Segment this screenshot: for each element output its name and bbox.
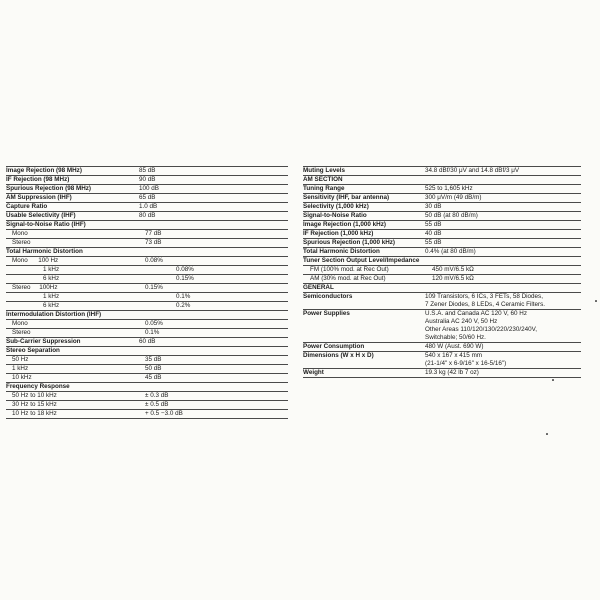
spec-value: 80 dB <box>139 212 156 219</box>
spec-label: AM (30% mod. at Rec Out) <box>310 275 386 282</box>
spec-value: 90 dB <box>139 176 156 183</box>
spec-row <box>6 203 288 212</box>
spec-row <box>303 212 581 221</box>
spec-label: Tuner Section Output Level/Impedance <box>303 257 420 264</box>
spec-label: 30 Hz to 15 kHz <box>12 401 57 408</box>
spec-label: Mono 100 Hz <box>12 257 59 264</box>
spec-label: IF Rejection (1,000 kHz) <box>303 230 374 237</box>
spec-label: GENERAL <box>303 284 334 291</box>
spec-row <box>6 329 288 338</box>
spec-row <box>6 320 288 329</box>
spec-label: 50 Hz to 10 kHz <box>12 392 57 399</box>
spec-label: Usable Selectivity (IHF) <box>6 212 76 219</box>
spec-row <box>303 248 581 257</box>
spec-label: FM (100% mod. at Rec Out) <box>310 266 389 273</box>
spec-value: 450 mV/6.5 kΩ <box>432 266 474 273</box>
spec-label: Tuning Range <box>303 185 345 192</box>
spec-value: 85 dB <box>139 167 156 174</box>
spec-label: 10 kHz <box>12 374 32 381</box>
spec-value: 0.15% <box>145 284 163 291</box>
spec-label: Intermodulation Distortion (IHF) <box>6 311 102 318</box>
spec-label: Capture Ratio <box>6 203 48 210</box>
spec-label: 1 kHz <box>43 293 60 300</box>
scan-speck <box>595 300 597 302</box>
spec-row <box>303 266 581 275</box>
spec-row <box>6 230 288 239</box>
spec-value: + 0.5 −3.0 dB <box>145 410 183 417</box>
spec-value: 120 mV/6.5 kΩ <box>432 275 474 282</box>
spec-label: Semiconductors <box>303 293 353 300</box>
spec-value: 525 to 1,605 kHz <box>425 185 473 192</box>
spec-row <box>6 221 288 230</box>
spec-row <box>303 221 581 230</box>
spec-label: 1 kHz <box>43 266 60 273</box>
spec-value: 1.0 dB <box>139 203 158 210</box>
spec-label: Signal-to-Noise Ratio <box>303 212 367 219</box>
spec-value: 55 dB <box>425 239 442 246</box>
spec-value: 50 dB (at 80 dB/m) <box>425 212 478 219</box>
spec-value: 50 dB <box>145 365 162 372</box>
spec-label: Stereo 100Hz <box>12 284 58 291</box>
spec-row <box>6 266 288 275</box>
spec-row <box>303 369 581 378</box>
spec-label: Stereo <box>12 329 31 336</box>
spec-row <box>6 185 288 194</box>
spec-row <box>6 347 288 356</box>
spec-row <box>303 185 581 194</box>
spec-row <box>303 176 581 185</box>
spec-value: 30 dB <box>425 203 442 210</box>
specs-right-column <box>303 166 581 378</box>
spec-value: 0.15% <box>176 275 194 282</box>
spec-value: 55 dB <box>425 221 442 228</box>
spec-label: Spurious Rejection (98 MHz) <box>6 185 92 192</box>
spec-value: 19.3 kg (42 lb 7 oz) <box>425 369 479 376</box>
spec-row <box>6 311 288 320</box>
spec-value: 300 μV/m (49 dB/m) <box>425 194 482 201</box>
spec-label: Stereo Separation <box>6 347 60 354</box>
spec-row <box>6 392 288 401</box>
spec-row <box>303 257 581 266</box>
spec-label: Dimensions (W x H x D) <box>303 352 374 359</box>
spec-label: Selectivity (1,000 kHz) <box>303 203 369 210</box>
spec-row <box>6 176 288 185</box>
spec-label: Signal-to-Noise Ratio (IHF) <box>6 221 86 228</box>
spec-row <box>303 166 581 176</box>
spec-value: 34.8 dBf/30 μV and 14.8 dBf/3 μV <box>425 167 520 174</box>
spec-row <box>303 310 581 343</box>
spec-row <box>303 275 581 284</box>
spec-row <box>6 365 288 374</box>
spec-row <box>6 239 288 248</box>
spec-label: Frequency Response <box>6 383 70 390</box>
spec-row <box>303 239 581 248</box>
spec-row <box>6 248 288 257</box>
spec-value: 35 dB <box>145 356 162 363</box>
spec-row <box>6 302 288 311</box>
spec-value: 0.1% <box>176 293 191 300</box>
spec-label: Spurious Rejection (1,000 kHz) <box>303 239 396 246</box>
spec-value: 0.4% (at 80 dB/m) <box>425 248 476 255</box>
spec-row <box>6 383 288 392</box>
spec-label: Stereo <box>12 239 31 246</box>
specs-left-column <box>6 166 288 419</box>
spec-label: Sub-Carrier Suppression <box>6 338 81 345</box>
scan-speck <box>546 433 548 435</box>
spec-value: 540 x 167 x 415 mm (21-1/4" x 6-9/16" x 16-5/16") <box>425 352 507 367</box>
spec-row <box>6 374 288 383</box>
spec-label: 50 Hz <box>12 356 29 363</box>
spec-value: 40 dB <box>425 230 442 237</box>
spec-label: Total Harmonic Distortion <box>303 248 380 255</box>
spec-value: 0.1% <box>145 329 160 336</box>
spec-row <box>303 352 581 369</box>
spec-value: 0.08% <box>176 266 194 273</box>
spec-value: 480 W (Aust. 690 W) <box>425 343 484 350</box>
spec-row <box>303 343 581 352</box>
spec-row <box>6 194 288 203</box>
spec-value: ± 0.3 dB <box>145 392 169 399</box>
spec-value: 65 dB <box>139 194 156 201</box>
spec-label: Sensitivity (IHF, bar antenna) <box>303 194 390 201</box>
spec-label: Mono <box>12 230 28 237</box>
spec-row <box>303 293 581 310</box>
spec-label: Mono <box>12 320 28 327</box>
spec-value: 109 Transistors, 6 ICs, 3 FETs, 58 Diodes, 7 Zener Diodes, 8 LEDs, 4 Ceramic Filters. <box>425 293 546 308</box>
spec-value: 77 dB <box>145 230 162 237</box>
spec-label: 6 kHz <box>43 302 60 309</box>
spec-label: AM Suppression (IHF) <box>6 194 72 201</box>
spec-row <box>6 293 288 302</box>
scan-speck <box>552 379 554 381</box>
spec-row <box>6 275 288 284</box>
spec-label: Power Supplies <box>303 310 350 317</box>
spec-value: 73 dB <box>145 239 162 246</box>
spec-row <box>303 284 581 293</box>
spec-row <box>6 401 288 410</box>
spec-label: 6 kHz <box>43 275 60 282</box>
spec-row <box>6 212 288 221</box>
spec-row <box>6 166 288 176</box>
spec-label: Total Harmonic Distortion <box>6 248 83 255</box>
spec-row <box>6 410 288 419</box>
spec-row <box>6 338 288 347</box>
spec-label: Muting Levels <box>303 167 345 174</box>
spec-row <box>303 194 581 203</box>
spec-value: ± 0.5 dB <box>145 401 169 408</box>
spec-label: Power Consumption <box>303 343 365 350</box>
spec-row <box>6 257 288 266</box>
spec-row <box>6 284 288 293</box>
spec-label: Weight <box>303 369 324 376</box>
spec-label: IF Rejection (98 MHz) <box>6 176 70 183</box>
spec-value: 0.08% <box>145 257 163 264</box>
spec-label: Image Rejection (1,000 kHz) <box>303 221 386 228</box>
spec-value: U.S.A. and Canada AC 120 V, 60 Hz Australia AC 240 V, 50 Hz Other Areas 110/120/130/220/230/240V, Switchable; 50/60 Hz. <box>425 310 538 341</box>
spec-value: 0.05% <box>145 320 163 327</box>
spec-label: 10 Hz to 18 kHz <box>12 410 57 417</box>
spec-value: 45 dB <box>145 374 162 381</box>
spec-label: Image Rejection (98 MHz) <box>6 167 82 174</box>
spec-row <box>303 203 581 212</box>
spec-value: 100 dB <box>139 185 159 192</box>
spec-row <box>303 230 581 239</box>
spec-label: AM SECTION <box>303 176 343 183</box>
spec-row <box>6 356 288 365</box>
spec-value: 60 dB <box>139 338 156 345</box>
spec-value: 0.2% <box>176 302 191 309</box>
spec-label: 1 kHz <box>12 365 29 372</box>
